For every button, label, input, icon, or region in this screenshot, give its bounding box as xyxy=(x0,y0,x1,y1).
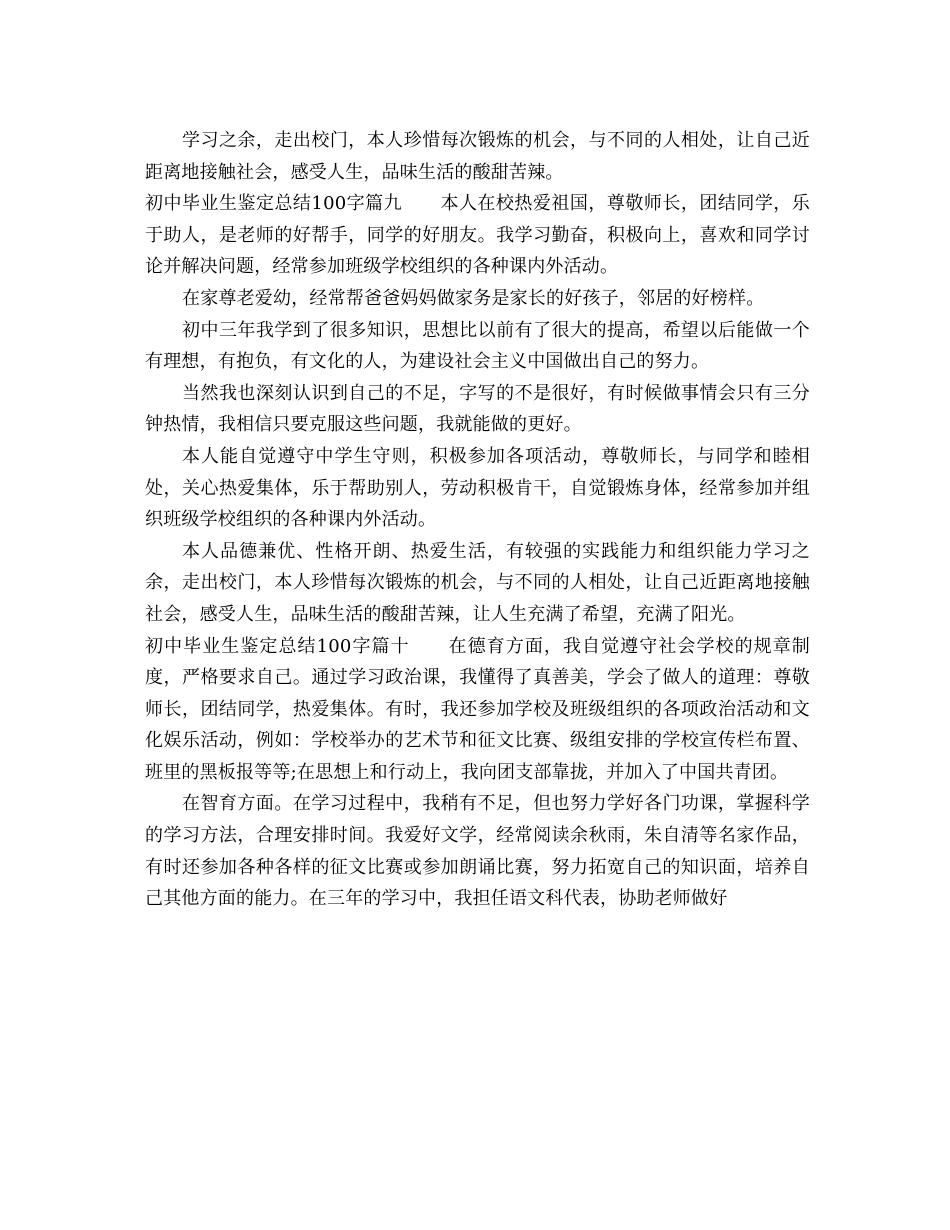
paragraph-7: 本人品德兼优、性格开朗、热爱生活，有较强的实践能力和组织能力学习之余，走出校门，本人珍惜每次锻炼的机会，与不同的人相处，让自己近距离地接触社会，感受人生，品味生活的酸甜苦辣，让人生充满了希望，充满了阳光。 xyxy=(145,540,810,625)
section-9 xyxy=(145,188,810,283)
paragraph-5: 当然我也深刻认识到自己的不足，字写的不是很好，有时候做事情会只有三分钟热情，我相信只要克服这些问题，我就能做的更好。 xyxy=(145,382,810,436)
document-body xyxy=(145,125,810,915)
section-10-text: 在德育方面，我自觉遵守社会学校的规章制度，严格要求自己。通过学习政治课，我懂得了真善美，学会了做人的道理：尊敬师长，团结同学，热爱集体。有时，我还参加学校及班级组织的各项政治活动和文化娱乐活动，例如：学校举办的艺术节和征文比赛、级组安排的学校宣传栏布置、班里的黑板报等等;在思想上和行动上，我向团支部靠拢，并加入了中国共青团。 xyxy=(145,635,810,783)
paragraph-4: 初中三年我学到了很多知识，思想比以前有了很大的提高，希望以后能做一个有理想，有抱负，有文化的人，为建设社会主义中国做出自己的努力。 xyxy=(145,319,810,373)
paragraph-1: 学习之余，走出校门，本人珍惜每次锻炼的机会，与不同的人相处，让自己近距离地接触社会，感受人生，品味生活的酸甜苦辣。 xyxy=(145,130,810,183)
section-9-text: 本人在校热爱祖国，尊敬师长，团结同学，乐于助人，是老师的好帮手，同学的好朋友。我学习勤奋，积极向上，喜欢和同学讨论并解决问题，经常参加班级学校组织的各种课内外活动。 xyxy=(145,193,810,278)
section-9-heading: 初中毕业生鉴定总结100字篇九 xyxy=(145,193,403,215)
paragraph-9: 在智育方面。在学习过程中，我稍有不足，但也努力学好各门功课，掌握科学的学习方法，合理安排时间。我爱好文学，经常阅读余秋雨，朱自清等名家作品，有时还参加各种各样的征文比赛或参加朗诵比赛，努力拓宽自己的知识面，培养自己其他方面的能力。在三年的学习中，我担任语文科代表，协助老师做好 xyxy=(145,793,810,910)
section-10-heading: 初中毕业生鉴定总结100字篇十 xyxy=(145,635,410,657)
paragraph-3: 在家尊老爱幼，经常帮爸爸妈妈做家务是家长的好孩子，邻居的好榜样。 xyxy=(182,287,765,309)
paragraph-6: 本人能自觉遵守中学生守则，积极参加各项活动，尊敬师长，与同学和睦相处，关心热爱集体，乐于帮助别人，劳动积极肯干，自觉锻炼身体，经常参加并组织班级学校组织的各种课内外活动。 xyxy=(145,445,810,531)
section-10 xyxy=(145,631,810,789)
